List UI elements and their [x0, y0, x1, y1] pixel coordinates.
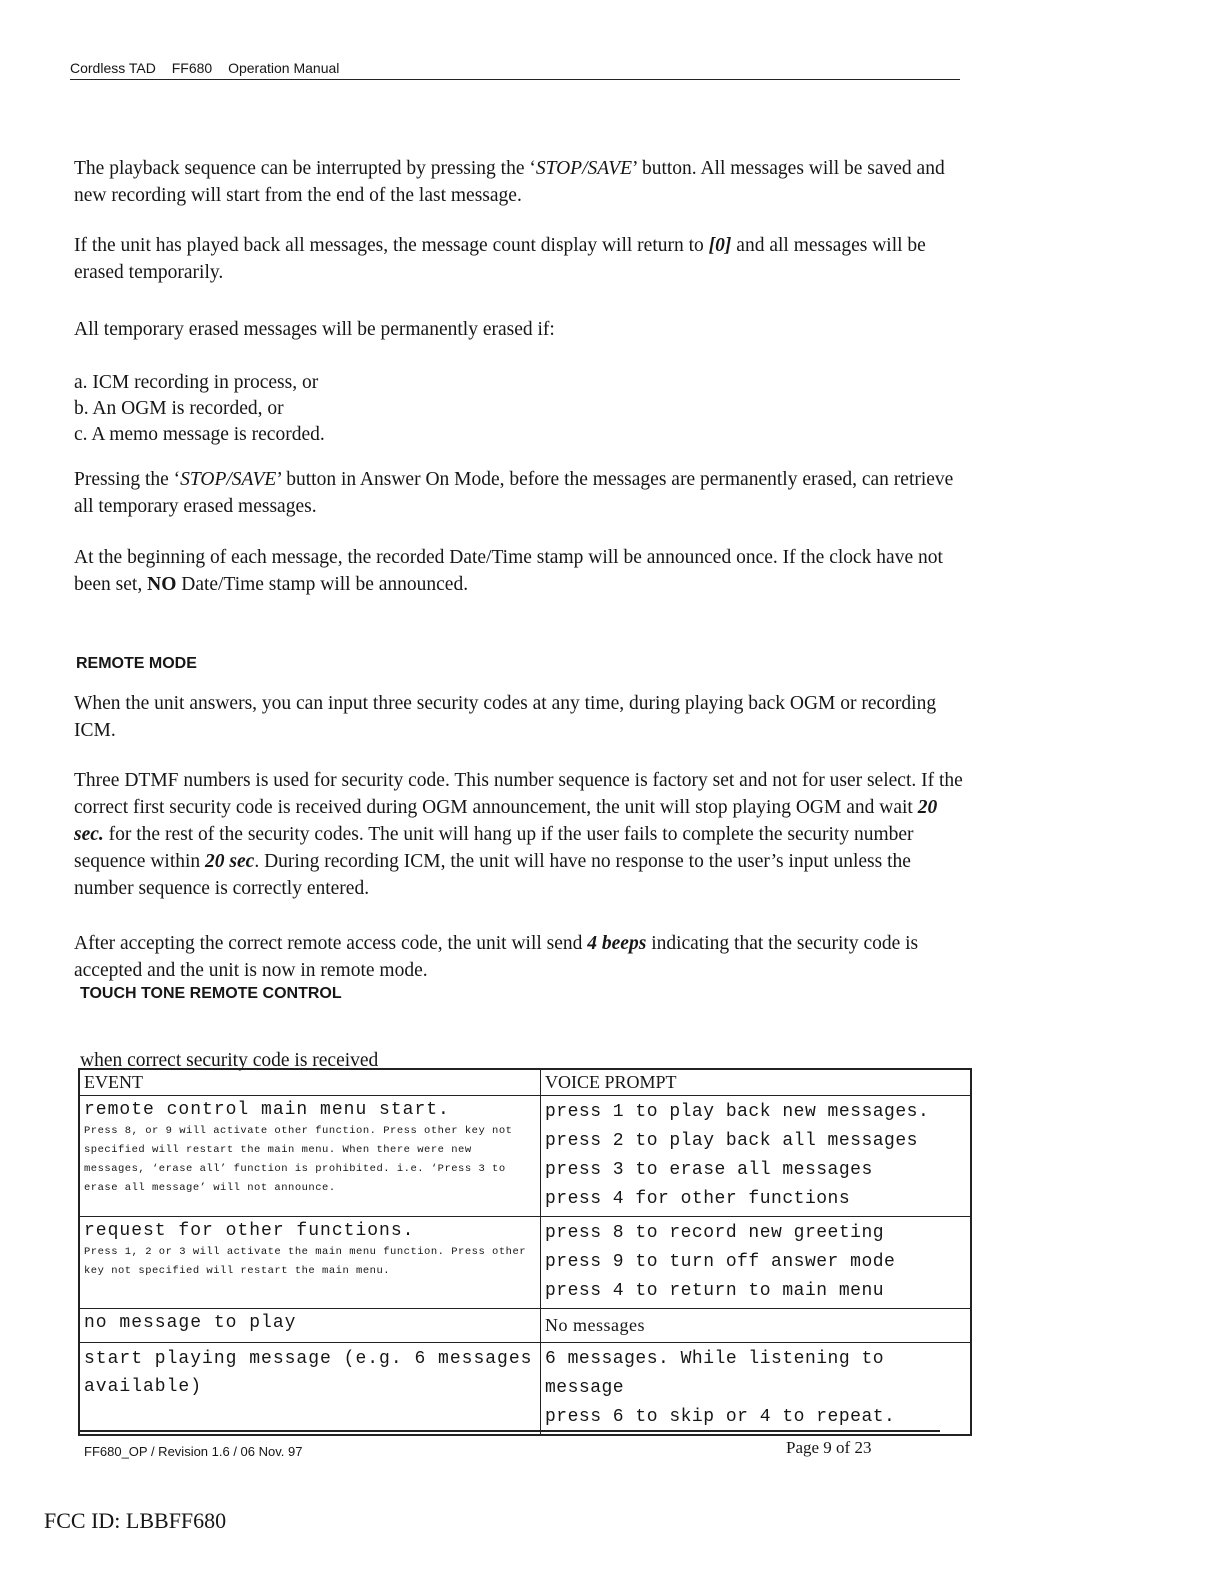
list-item: b. An OGM is recorded, or — [74, 398, 284, 419]
beeps-value: 4 beeps — [587, 933, 647, 954]
table-row — [79, 1309, 971, 1343]
paragraph-remote-accepted: After accepting the correct remote access code, the unit will send 4 beeps indicating that the security code is accepted and the unit is now in remote mode. — [74, 933, 919, 981]
column-header-event: EVENT — [79, 1069, 541, 1096]
page-number: Page 9 of 23 — [786, 1438, 872, 1457]
prompt-cell: press 1 to play back new messages. press 2 to play back all messages press 3 to erase all messages press 4 for other functions — [541, 1096, 972, 1217]
stop-save-label: STOP/SAVE — [535, 158, 633, 179]
timeout-value: 20 sec — [205, 851, 255, 872]
touch-tone-heading: TOUCH TONE REMOTE CONTROL — [80, 985, 342, 1002]
event-cell: request for other functions. Press 1, 2 or 3 will activate the main menu function. Press other key not specified will restart the main menu. — [79, 1217, 541, 1309]
paragraph-date-time: At the beginning of each message, the recorded Date/Time stamp will be announced once. If the clock have not been set, NO Date/Time stamp will be announced. — [74, 547, 943, 595]
table-row — [79, 1217, 971, 1309]
table-caption: when correct security code is received — [80, 1050, 379, 1071]
count-value: [0] — [708, 235, 732, 256]
event-cell: remote control main menu start. Press 8, or 9 will activate other function. Press other key not specified will restart the main menu. When there were new messages, ‘erase all’ function is prohibited. i.e. ‘Press 3 to erase all message’ will not announce. — [79, 1096, 541, 1217]
event-cell: no message to play — [79, 1309, 541, 1343]
column-header-voice-prompt: VOICE PROMPT — [541, 1069, 972, 1096]
prompt-cell: 6 messages. While listening to message press 6 to skip or 4 to repeat. — [541, 1343, 972, 1436]
paragraph-security-code: Three DTMF numbers is used for security code. This number sequence is factory set and not for user select. If the correct first security code is received during OGM announcement, the unit will stop playing OGM and wait 20 sec. for the rest of the security codes. The unit will hang up if the user fails to complete the security number sequence within 20 sec. During recording ICM, the unit will have no response to the user’s input unless the number sequence is correctly entered. — [74, 770, 963, 899]
header-title: Operation Manual — [228, 60, 340, 76]
no-emphasis: NO — [147, 574, 177, 595]
table-row — [79, 1096, 971, 1217]
prompt-cell: press 8 to record new greeting press 9 to turn off answer mode press 4 to return to main menu — [541, 1217, 972, 1309]
paragraph-remote-answer: When the unit answers, you can input three security codes at any time, during playing back OGM or recording ICM. — [74, 693, 937, 741]
footer-revision: FF680_OP / Revision 1.6 / 06 Nov. 97 — [84, 1444, 303, 1459]
paragraph-erase-conditions: All temporary erased messages will be permanently erased if: — [74, 319, 555, 340]
paragraph-playback-interrupt: The playback sequence can be interrupted by pressing the ‘STOP/SAVE’ button. All messages will be saved and new recording will start from the end of the last message. — [74, 158, 945, 206]
header-model: FF680 — [171, 60, 213, 76]
list-item: a. ICM recording in process, or — [74, 372, 319, 393]
page-header — [70, 60, 960, 80]
erase-conditions-list — [74, 370, 325, 448]
footer-divider — [80, 1430, 940, 1432]
paragraph-retrieve: Pressing the ‘STOP/SAVE’ button in Answer On Mode, before the messages are permanently erased, can retrieve all temporary erased messages. — [74, 469, 954, 517]
stop-save-label: STOP/SAVE — [180, 469, 277, 490]
remote-mode-heading: REMOTE MODE — [76, 655, 197, 672]
header-product: Cordless TAD — [70, 60, 156, 76]
list-item: c. A memo message is recorded. — [74, 424, 325, 445]
event-cell: start playing message (e.g. 6 messages available) — [79, 1343, 541, 1436]
table-row — [79, 1343, 971, 1436]
fcc-id: FCC ID: LBBFF680 — [44, 1508, 227, 1533]
timeout-value: 20 sec. — [74, 797, 938, 845]
remote-control-table — [78, 1068, 972, 1436]
table-header-row — [79, 1069, 971, 1096]
prompt-cell: No messages — [541, 1309, 972, 1343]
paragraph-message-count: If the unit has played back all messages, the message count display will return to [0] and all messages will be erased temporarily. — [74, 235, 926, 283]
